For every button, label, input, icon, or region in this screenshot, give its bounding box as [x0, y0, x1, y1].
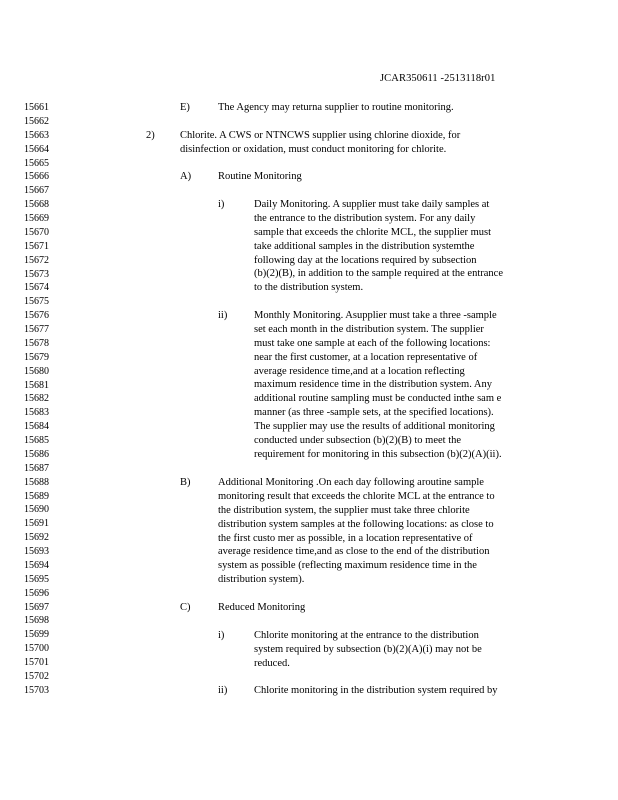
item-c-heading: Reduced Monitoring: [218, 602, 306, 613]
item-b-label: B): [180, 477, 191, 488]
line-number: 15701: [24, 657, 49, 668]
line-number: 15699: [24, 629, 49, 641]
line-number: 15666: [24, 171, 49, 183]
text-line: the distribution system, the supplier must take three chlorite: [218, 504, 470, 516]
text-line: Additional Monitoring .On each day following aroutine sample: [218, 477, 484, 488]
line-number: 15665: [24, 157, 49, 169]
line-number: 15697: [24, 601, 49, 613]
text-line: the entrance to the distribution system. For any daily: [254, 212, 476, 224]
line-number: 15683: [24, 407, 49, 419]
text-line: requirement for monitoring in this subsection (b)(2)(A)(ii).: [254, 448, 502, 460]
line-number: 15686: [24, 448, 49, 460]
line-number: 15696: [24, 587, 49, 599]
text-line: set each month in the distribution system. The supplier: [254, 323, 484, 335]
item-e-text: The Agency may returna supplier to routine monitoring.: [218, 102, 454, 113]
line-number: 15667: [24, 185, 49, 197]
text-line: maximum residence time in the distribution system. Any: [254, 379, 492, 391]
item-c-ii-text: [254, 684, 498, 698]
line-number: 15680: [24, 365, 49, 377]
line-number: 15685: [24, 435, 49, 446]
item-a-i-text: [254, 198, 503, 295]
line-number: 15677: [24, 324, 49, 335]
line-number: 15703: [24, 684, 49, 696]
line-number: 15676: [24, 310, 49, 322]
line-number: 15702: [24, 670, 49, 682]
text-line: Monthly Monitoring. Asupplier must take a three -sample: [254, 310, 497, 321]
text-line: Daily Monitoring. A supplier must take daily samples at: [254, 199, 490, 210]
text-line: conducted under subsection (b)(2)(B) to meet the: [254, 434, 462, 446]
line-number: 15693: [24, 546, 49, 557]
text-line: average residence time,and at a location reflecting: [254, 365, 465, 377]
line-number: 15675: [24, 296, 49, 308]
line-number: 15671: [24, 240, 49, 252]
item-a-label: A): [180, 171, 192, 182]
line-number: 15687: [24, 462, 49, 474]
text-line: must take one sample at each of the following locations:: [254, 337, 491, 349]
line-number: 15694: [24, 559, 49, 571]
line-number: 15678: [24, 337, 49, 349]
line-number: 15672: [24, 254, 49, 266]
text-line: to the distribution system.: [254, 282, 364, 294]
text-line: monitoring result that exceeds the chlorite MCL at the entrance to: [218, 490, 495, 502]
line-number: 15700: [24, 643, 49, 655]
line-number: 15689: [24, 490, 49, 502]
text-line: (b)(2)(B), in addition to the sample required at the entrance: [254, 268, 503, 280]
text-line: distribution system samples at the following locations: as close to: [218, 518, 494, 530]
text-line: additional routine sampling must be conducted inthe sam e: [254, 393, 502, 405]
line-number: 15692: [24, 532, 49, 544]
item-a-ii-text: [254, 309, 502, 462]
line-number: 15670: [24, 226, 49, 238]
text-line: disinfection or oxidation, must conduct monitoring for chlorite.: [180, 143, 447, 155]
text-line: the first custo mer as possible, in a location representative of: [218, 532, 473, 544]
line-number-column: [24, 101, 49, 698]
text-line: system required by subsection (b)(2)(A)(i) may not be: [254, 643, 482, 655]
line-number: 15684: [24, 421, 49, 433]
item-2-text: [180, 129, 460, 157]
line-number: 15688: [24, 476, 49, 488]
text-line: manner (as three -sample sets, at the specified locations).: [254, 407, 494, 419]
text-line: Chlorite monitoring in the distribution system required by: [254, 685, 498, 696]
text-line: distribution system).: [218, 574, 305, 586]
line-number: 15682: [24, 393, 49, 405]
line-number: 15668: [24, 199, 49, 211]
text-line: system as possible (reflecting maximum residence time in the: [218, 560, 477, 572]
item-a-ii-label: ii): [218, 310, 228, 321]
line-number: 15674: [24, 282, 49, 294]
item-e-label: E): [180, 102, 190, 113]
text-line: sample that exceeds the chlorite MCL, the supplier must: [254, 226, 492, 238]
text-line: average residence time,and as close to the end of the distribution: [218, 546, 490, 558]
text-line: following day at the locations required by subsection: [254, 254, 477, 266]
text-line: take additional samples in the distribution systemthe: [254, 240, 475, 252]
document-id-header: JCAR350611 -2513118r01: [380, 73, 496, 84]
item-a-heading: Routine Monitoring: [218, 171, 302, 182]
item-c-label: C): [180, 602, 191, 613]
text-line: The supplier may use the results of additional monitoring: [254, 421, 495, 432]
item-a-i-label: i): [218, 199, 225, 210]
text-line: reduced.: [254, 657, 290, 669]
line-number: 15691: [24, 518, 49, 530]
line-number: 15664: [24, 143, 49, 155]
line-number: 15679: [24, 351, 49, 363]
line-number: 15661: [24, 102, 49, 113]
item-2-label: 2): [146, 130, 155, 141]
text-line: near the first customer, at a location representative of: [254, 351, 478, 363]
text-line: Chlorite monitoring at the entrance to the distribution: [254, 630, 479, 641]
line-number: 15681: [24, 379, 49, 391]
line-number: 15698: [24, 615, 49, 627]
item-c-i-label: i): [218, 630, 225, 641]
line-number: 15673: [24, 268, 49, 280]
line-number: 15695: [24, 573, 49, 585]
line-number: 15690: [24, 504, 49, 516]
text-line: Chlorite. A CWS or NTNCWS supplier using chlorine dioxide, for: [180, 130, 461, 141]
item-c-i-text: [254, 629, 482, 671]
line-number: 15662: [24, 115, 49, 127]
line-number: 15669: [24, 213, 49, 224]
item-c-ii-label: ii): [218, 685, 228, 696]
line-number: 15663: [24, 129, 49, 141]
item-b-text: [218, 476, 495, 587]
